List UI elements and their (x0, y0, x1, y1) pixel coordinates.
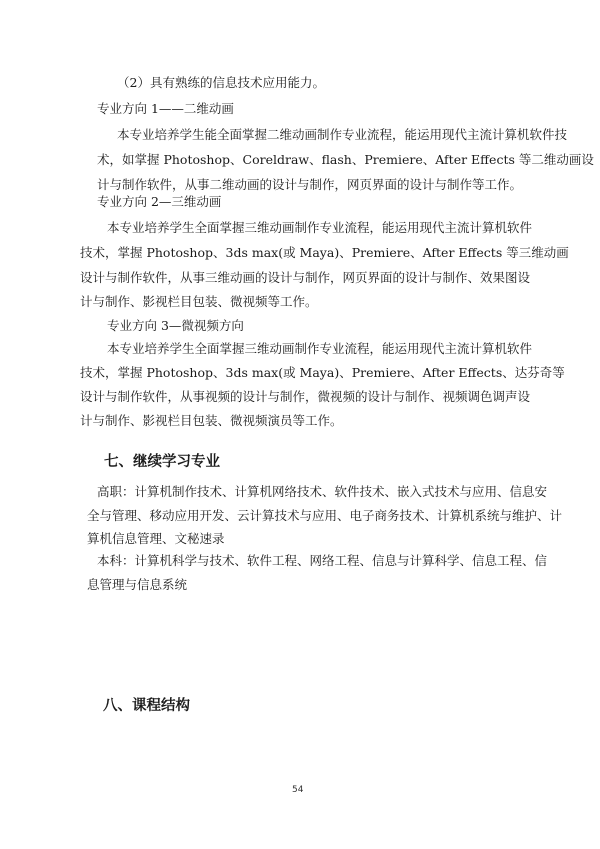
page-number: 54 (292, 785, 304, 795)
direction2-line: 设计与制作软件，从事三维动画的设计与制作，网页界面的设计与制作、效果图设 (80, 270, 531, 285)
direction3-line: 计与制作、影视栏目包装、微视频演员等工作。 (80, 413, 343, 428)
direction3-line: 本专业培养学生全面掌握三维动画制作专业流程，能运用现代主流计算机软件 (107, 341, 533, 356)
undergraduate-line: 息管理与信息系统 (87, 577, 188, 592)
intro-line: （2）具有熟练的信息技术应用能力。 (117, 75, 325, 90)
direction2-line: 计与制作、影视栏目包装、微视频等工作。 (80, 294, 318, 309)
direction3-line: 设计与制作软件，从事视频的设计与制作，微视频的设计与制作、视频调色调声设 (80, 389, 531, 404)
higher-vocational-line: 全与管理、移动应用开发、云计算技术与应用、电子商务技术、计算机系统与维护、计 (87, 508, 563, 523)
direction2-line: 技术，掌握 Photoshop、3ds max(或 Maya)、Premiere、After Effects 等三维动画 (80, 245, 569, 260)
direction3-line: 技术，掌握 Photoshop、3ds max(或 Maya)、Premiere、After Effects、达芬奇等 (80, 365, 565, 380)
section7-heading: 七、继续学习专业 (104, 454, 220, 470)
higher-vocational-line: 高职：计算机制作技术、计算机网络技术、软件技术、嵌入式技术与应用、信息安 (97, 484, 548, 499)
section8-heading: 八、课程结构 (103, 698, 190, 714)
direction1-line: 计与制作软件，从事二维动画的设计与制作，网页界面的设计与制作等工作。 (97, 177, 523, 192)
direction1-line: 本专业培养学生能全面掌握二维动画制作专业流程，能运用现代主流计算机软件技 (117, 127, 568, 142)
direction2-title: 专业方向 2—三维动画 (97, 194, 222, 209)
undergraduate-line: 本科：计算机科学与技术、软件工程、网络工程、信息与计算科学、信息工程、信 (97, 553, 548, 568)
direction1-title: 专业方向 1——二维动画 (97, 101, 234, 116)
higher-vocational-line: 算机信息管理、文秘速录 (87, 531, 225, 546)
direction3-title: 专业方向 3—微视频方向 (107, 318, 244, 333)
direction2-line: 本专业培养学生全面掌握三维动画制作专业流程，能运用现代主流计算机软件 (107, 220, 533, 235)
direction1-line: 术，如掌握 Photoshop、Coreldraw、flash、Premiere、After Effects 等二维动画设 (97, 152, 594, 167)
